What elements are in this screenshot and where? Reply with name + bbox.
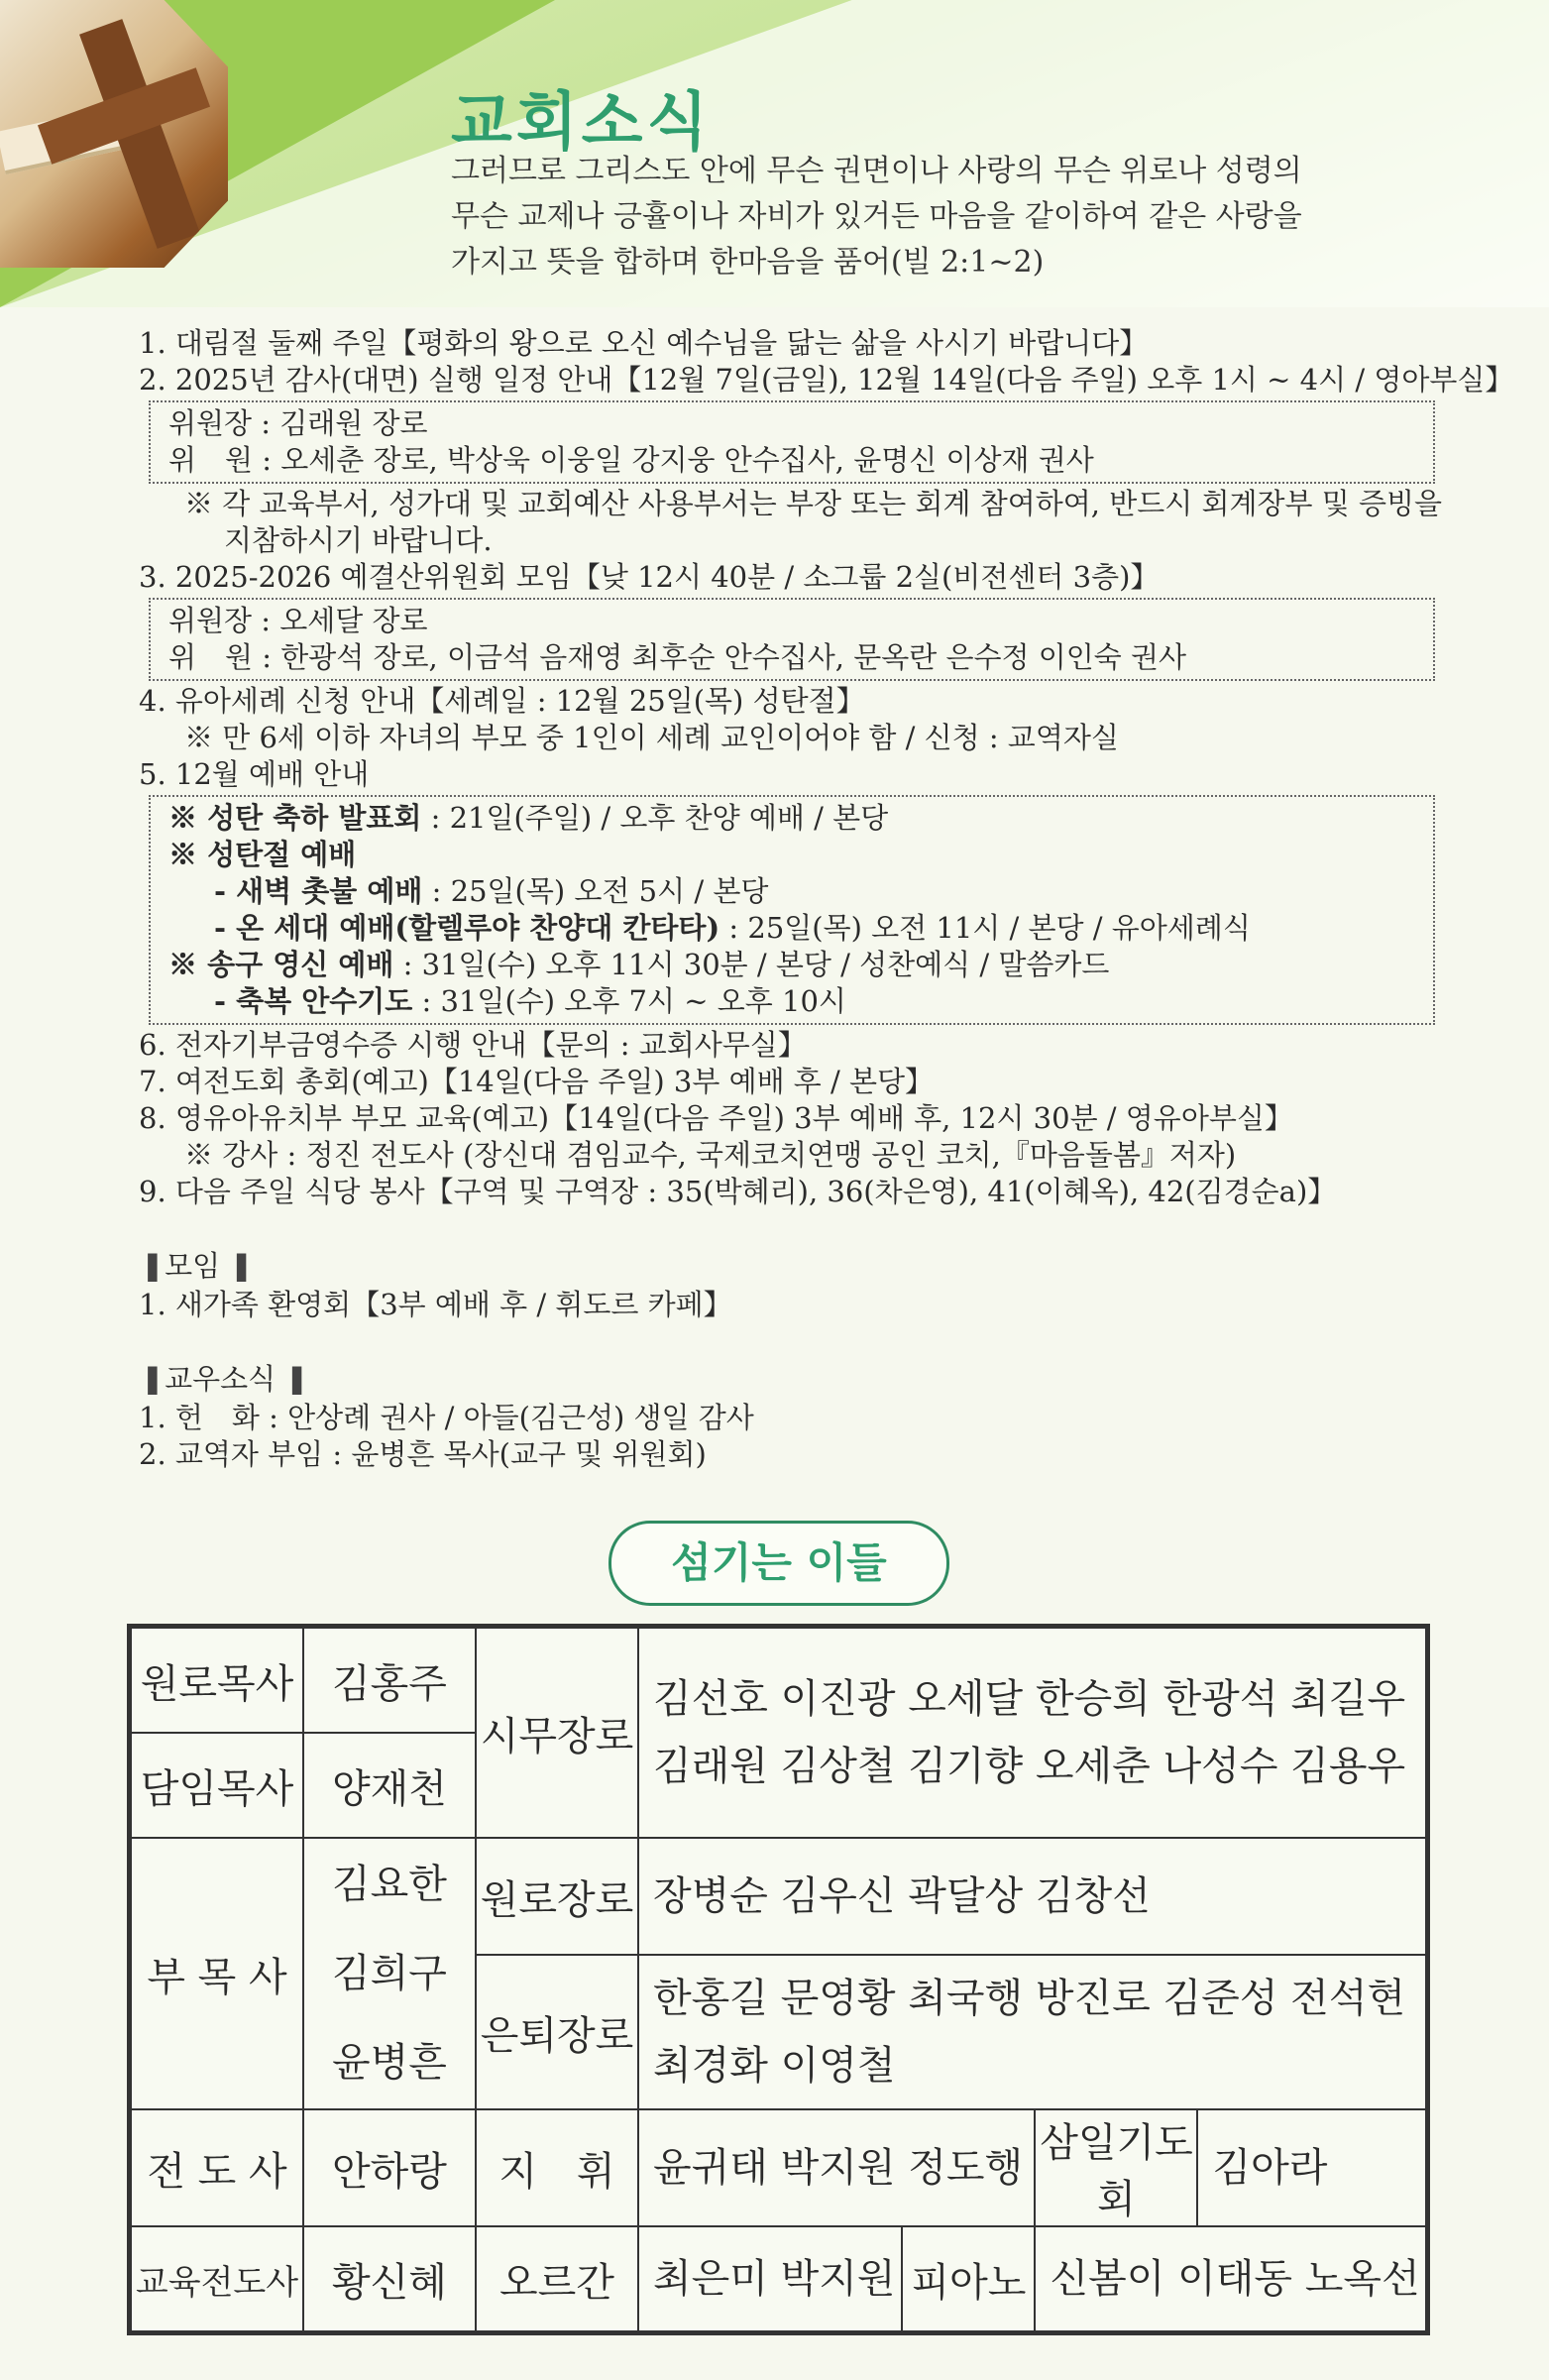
members-item: 2. 교역자 부임 : 윤병흔 목사(교구 및 위원회) <box>139 1437 707 1471</box>
section-heading-meeting: ▐ 모임 ▐ <box>139 1248 1427 1287</box>
event-detail: : 25일(목) 오전 5시 / 본당 <box>422 874 769 908</box>
role-name: 김아라 <box>1197 2109 1427 2226</box>
role-name: 윤병흔 <box>332 2040 447 2086</box>
committee-members: 위 원 : 한광석 장로, 이금석 음재영 최후순 안수집사, 문옥란 은수정 이인숙 권사 <box>168 640 1187 674</box>
news-item: 1. 대림절 둘째 주일【평화의 왕으로 오신 예수님을 닮는 삶을 사시기 바랍니다】 <box>139 326 1149 360</box>
role-label: 교육전도사 <box>130 2226 304 2333</box>
pianist-names: 신봄이 이태동 노옥선 <box>1035 2226 1427 2333</box>
elders-line: 김선호 이진광 오세달 한승희 한광석 최길우 <box>653 1676 1406 1722</box>
associate-pastors <box>303 1838 476 2109</box>
role-label: 부 목 사 <box>130 1838 304 2109</box>
retired-line: 최경화 이영철 <box>653 2043 896 2090</box>
news-note: ※ 각 교육부서, 성가대 및 교회예산 사용부서는 부장 또는 회계 참여하여, 반드시 회계장부 및 증빙을 <box>184 487 1443 520</box>
church-news <box>139 325 1514 1473</box>
event-detail: : 31일(수) 오후 11시 30분 / 본당 / 성찬예식 / 말씀카드 <box>393 948 1110 981</box>
role-label: 원로목사 <box>130 1627 304 1734</box>
retired-line: 한홍길 문영황 최국행 방진로 김준성 전석현 <box>653 1976 1406 2022</box>
committee-chair: 위원장 : 오세달 장로 <box>168 604 428 637</box>
role-label: 지 휘 <box>476 2109 638 2226</box>
news-item: 5. 12월 예배 안내 <box>139 757 370 791</box>
event-detail: : 31일(수) 오후 7시 ~ 오후 10시 <box>412 984 846 1018</box>
members-item: 1. 헌 화 : 안상례 권사 / 아들(김근성) 생일 감사 <box>139 1401 754 1434</box>
event-title: ※ 성탄절 예배 <box>168 838 357 871</box>
role-name: 김희구 <box>332 1951 447 1996</box>
verse-line: 무슨 교제나 긍휼이나 자비가 있거든 마음을 같이하여 같은 사랑을 <box>451 199 1302 234</box>
emeritus-names: 장병순 김우신 곽달상 김창선 <box>638 1838 1428 1955</box>
role-label: 원로장로 <box>476 1838 638 1955</box>
event-title: - 축복 안수기도 <box>214 984 413 1018</box>
news-item: 9. 다음 주일 식당 봉사【구역 및 구역장 : 35(박혜리), 36(차은영), 41(이혜옥), 42(김경순a)】 <box>139 1175 1337 1208</box>
event-title: - 온 세대 예배(할렐루야 찬양대 칸타타) <box>214 911 720 945</box>
bible-verse <box>451 149 1442 285</box>
elders-line: 김래원 김상철 김기향 오세춘 나성수 김용우 <box>653 1744 1406 1789</box>
section-heading-members: ▐ 교우소식 ▐ <box>139 1361 1427 1400</box>
role-name: 김홍주 <box>303 1627 476 1734</box>
committee-members: 위 원 : 오세춘 장로, 박상욱 이웅일 강지웅 안수집사, 윤명신 이상재 권사 <box>168 443 1094 477</box>
verse-line: 그러므로 그리스도 안에 무슨 권면이나 사랑의 무슨 위로나 성령의 <box>451 154 1302 188</box>
role-name: 황신혜 <box>303 2226 476 2333</box>
role-label: 전 도 사 <box>130 2109 304 2226</box>
conductor-names: 윤귀태 박지원 정도행 <box>638 2109 1035 2226</box>
cross-and-bible-photo <box>0 0 228 268</box>
role-name: 안하랑 <box>303 2109 476 2226</box>
role-label: 피아노 <box>902 2226 1035 2333</box>
news-item: 2. 2025년 감사(대면) 실행 일정 안내【12월 7일(금일), 12월 14일(다음 주일) 오후 1시 ~ 4시 / 영아부실】 <box>139 363 1514 397</box>
news-note: ※ 강사 : 정진 전도사 (장신대 겸임교수, 국제코치연맹 공인 코치,『마음돌봄』저자) <box>184 1138 1237 1172</box>
role-label: 오르간 <box>476 2226 638 2333</box>
organist-names: 최은미 박지원 <box>638 2226 902 2333</box>
role-label: 삼일기도회 <box>1035 2109 1197 2226</box>
committee-chair: 위원장 : 김래원 장로 <box>168 406 428 440</box>
news-item: 8. 영유아유치부 부모 교육(예고)【14일(다음 주일) 3부 예배 후, 12시 30분 / 영유아부실】 <box>139 1101 1293 1135</box>
role-label: 담임목사 <box>130 1733 304 1838</box>
event-title: ※ 송구 영신 예배 <box>168 948 394 981</box>
committee-box <box>149 400 1435 484</box>
news-note: ※ 만 6세 이하 자녀의 부모 중 1인이 세례 교인이어야 함 / 신청 : 교역자실 <box>184 721 1119 754</box>
event-detail: : 25일(목) 오전 11시 / 본당 / 유아세례식 <box>719 911 1251 945</box>
news-note: 지참하시기 바랍니다. <box>224 523 493 557</box>
retired-names <box>638 1955 1428 2109</box>
role-name: 양재천 <box>303 1733 476 1838</box>
event-title: ※ 성탄 축하 발표회 <box>168 801 422 835</box>
page-title: 교회소식 <box>451 86 713 160</box>
verse-line: 가지고 뜻을 합하며 한마음을 품어(빌 2:1~2) <box>451 245 1045 280</box>
elders-names <box>638 1627 1428 1839</box>
news-item: 4. 유아세례 신청 안내【세례일 : 12월 25일(목) 성탄절】 <box>139 684 865 718</box>
worship-schedule-box <box>149 795 1435 1025</box>
news-item: 7. 여전도회 총회(예고)【14일(다음 주일) 3부 예배 후 / 본당】 <box>139 1065 935 1098</box>
role-name: 김요한 <box>332 1862 447 1907</box>
committee-box <box>149 598 1435 681</box>
servants-table <box>127 1624 1430 2335</box>
meeting-item: 1. 새가족 환영회【3부 예배 후 / 휘도르 카페】 <box>139 1288 732 1321</box>
event-title: - 새벽 촛불 예배 <box>214 874 423 908</box>
news-item: 6. 전자기부금영수증 시행 안내【문의 : 교회사무실】 <box>139 1028 807 1062</box>
role-label: 시무장로 <box>476 1627 638 1839</box>
event-detail: : 21일(주일) / 오후 찬양 예배 / 본당 <box>421 801 889 835</box>
news-item: 3. 2025-2026 예결산위원회 모임【낮 12시 40분 / 소그룹 2실(비전센터 3층)】 <box>139 560 1160 594</box>
servants-title: 섬기는 이들 <box>609 1521 949 1606</box>
role-label: 은퇴장로 <box>476 1955 638 2109</box>
